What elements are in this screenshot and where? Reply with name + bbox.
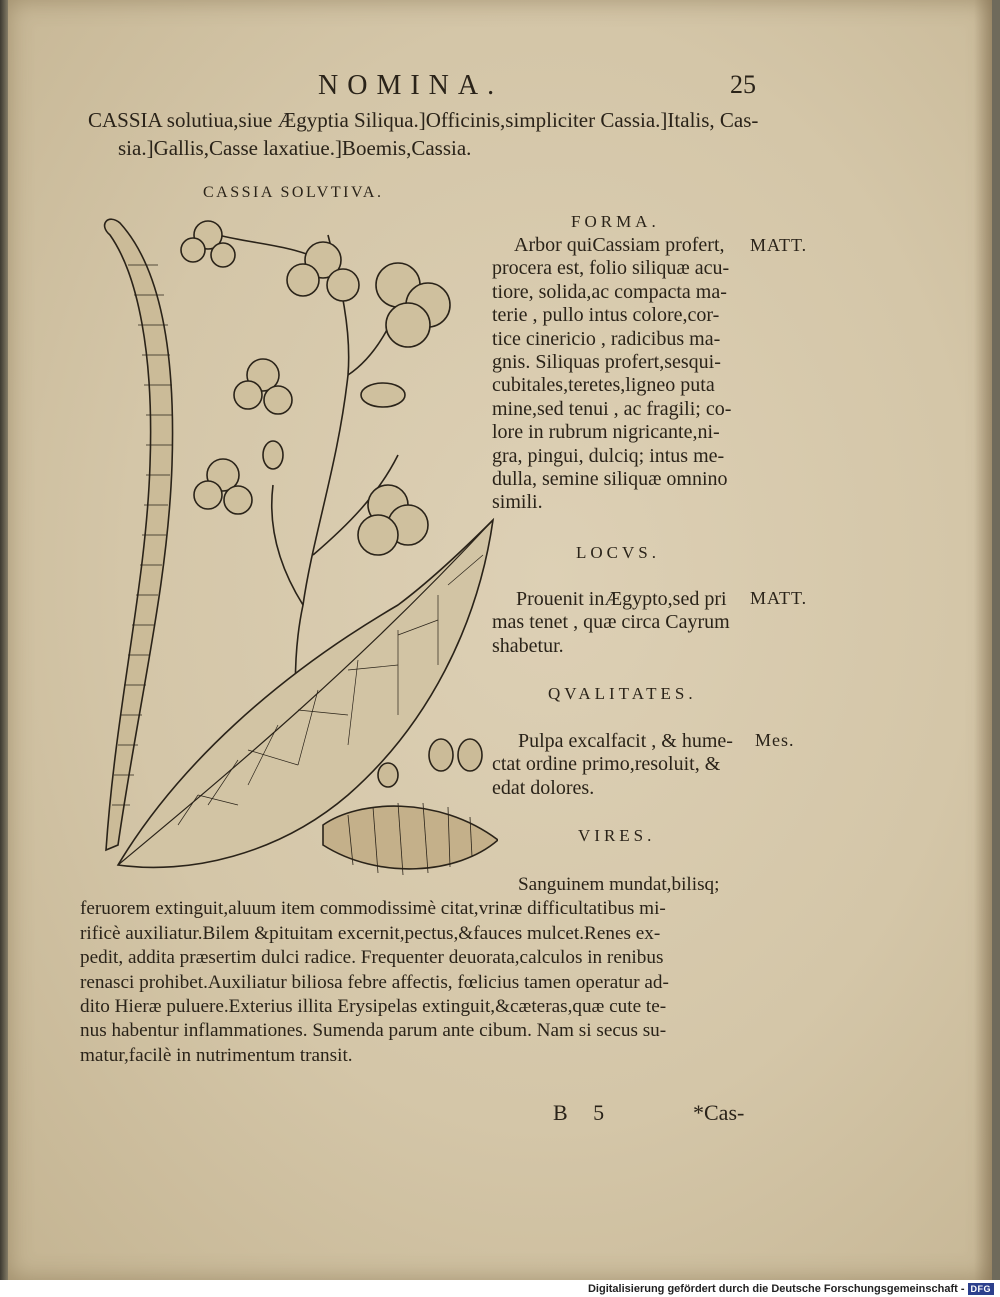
text-line: matur,facilè in nutrimentum transit.	[80, 1044, 353, 1066]
digitization-footer	[0, 1280, 1000, 1297]
names-paragraph	[88, 106, 758, 162]
text-line: Arbor quiCassiam profert,	[514, 234, 725, 256]
heading-forma: FORMA.	[571, 212, 660, 231]
text-line: shabetur.	[492, 634, 564, 657]
text-line: dito Hieræ puluere.Exterius illita Erysipelas extinguit,&cæteras,quæ cute te-	[80, 996, 667, 1018]
running-head: NOMINA.	[318, 70, 504, 101]
vires-text	[80, 873, 719, 1068]
margin-note-matt: MATT.	[750, 235, 808, 255]
text-line: gnis. Siliquas profert,sesqui-	[492, 351, 721, 374]
text-line: mas tenet , quæ circa Cayrum	[492, 611, 730, 634]
text-line: rificè auxiliatur.Bilem &pituitam excernit,pectus,&fauces mulcet.Renes ex-	[80, 922, 661, 944]
margin-note-mes: Mes.	[755, 730, 795, 750]
text-line: edat dolores.	[492, 776, 595, 799]
page-number: 25	[730, 70, 756, 99]
text-line: nus habentur inflammationes. Sumenda parum ante cibum. Nam si secus su-	[80, 1020, 667, 1042]
dfg-logo: DFG	[968, 1283, 995, 1295]
catchword: *Cas-	[693, 1100, 745, 1125]
heading-vires: VIRES.	[578, 826, 656, 845]
margin-note-matt: MATT.	[750, 588, 808, 608]
text-line: cubitales,teretes,ligneo puta	[492, 374, 715, 397]
figure-caption: CASSIA SOLVTIVA.	[203, 184, 384, 201]
text-line: mine,sed tenui , ac fragili; co-	[492, 397, 732, 420]
cassia-woodcut-illustration	[98, 205, 498, 885]
scan-edge	[0, 0, 8, 1280]
locus-text	[492, 588, 730, 658]
heading-locus: LOCVS.	[576, 543, 660, 562]
text-line: gra, pingui, dulciq; intus me-	[492, 444, 725, 467]
text-line: lore in rubrum nigricante,ni-	[492, 421, 720, 444]
text-line: procera est, folio siliquæ acu-	[492, 257, 730, 280]
text-line: renasci prohibet.Auxiliatur biliosa febre affectis, fœlicius tamen operatur ad-	[80, 971, 669, 993]
text-line: terie , pullo intus colore,cor-	[492, 304, 720, 327]
text-line: Pulpa excalfacit , & hume-	[518, 730, 733, 752]
text-line: tiore, solida,ac compacta ma-	[492, 280, 727, 303]
text-line: simili.	[492, 491, 543, 514]
text-line: pedit, addita præsertim dulci radice. Frequenter deuorata,calculos in renibus	[80, 947, 664, 969]
names-line: CASSIA solutiua,siue Ægyptia Siliqua.]Officinis,simpliciter Cassia.]Italis, Cas-	[88, 108, 759, 132]
text-line: Sanguinem mundat,bilisq;	[518, 874, 720, 895]
signature-mark: B 5	[553, 1100, 615, 1125]
page-shadow	[974, 0, 992, 1280]
text-line: ctat ordine primo,resoluit, &	[492, 753, 721, 776]
text-line: tice cinericio , radicibus ma-	[492, 327, 721, 350]
text-line: feruorem extinguit,aluum item commodissimè citat,vrinæ difficultatibus mi-	[80, 898, 666, 920]
heading-qualitates: QVALITATES.	[548, 684, 697, 703]
names-line: sia.]Gallis,Casse laxatiue.]Boemis,Cassia.	[118, 136, 472, 160]
qualitates-text	[492, 730, 733, 800]
book-page	[8, 0, 992, 1280]
text-line: Prouenit inÆgypto,sed pri	[516, 588, 727, 610]
footer-text: Digitalisierung gefördert durch die Deutsche Forschungsgemeinschaft -	[587, 1282, 965, 1295]
forma-text	[492, 234, 731, 515]
text-line: dulla, semine siliquæ omnino	[492, 468, 728, 491]
